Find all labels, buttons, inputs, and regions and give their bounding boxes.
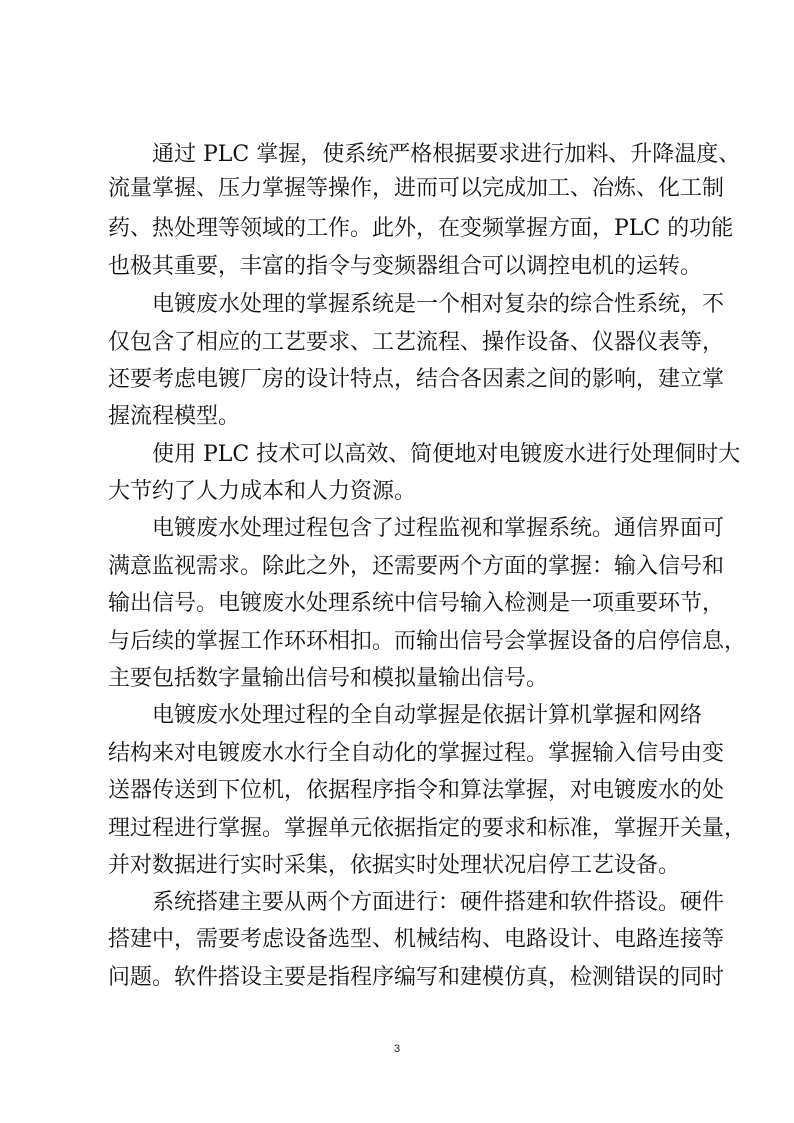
text-line: 握流程模型。 (108, 404, 241, 429)
text-line: 仅包含了相应的工艺要求、工艺流程、操作设备、仪器仪表等， (108, 330, 725, 355)
text-line: 也极其重要，丰富的指令与变频器组合可以调控电机的运转。 (108, 254, 703, 279)
text-line: 输出信号。电镀废水处理系统中信号输入检测是一项重要环节， (108, 591, 725, 616)
text-line: 药、热处理等领域的工作。此外，在变频掌握方面，PLC 的功能 (108, 216, 734, 241)
text-line: 满意监视需求。除此之外，还需要两个方面的掌握：输入信号和 (108, 554, 725, 579)
text-line: 送器传送到下位机，依据程序指令和算法掌握，对电镀废水的处 (108, 778, 725, 803)
text-line: 电镀废水处理过程包含了过程监视和掌握系统。通信界面可 (108, 516, 725, 541)
text-line: 并对数据进行实时采集，依据实时处理状况启停工艺设备。 (108, 853, 681, 878)
text-line: 通过 PLC 掌握，使系统严格根据要求进行加料、升降温度、 (108, 142, 741, 167)
text-line: 大节约了人力成本和人力资源。 (108, 479, 417, 504)
text-line: 使用 PLC 技术可以高效、简便地对电镀废水进行处理侗时大 (108, 442, 741, 467)
text-line: 理过程进行掌握。掌握单元依据指定的要求和标准，掌握开关量， (108, 816, 747, 841)
text-line: 电镀废水处理的掌握系统是一个相对复杂的综合性系统，不 (108, 292, 725, 317)
text-line: 系统搭建主要从两个方面进行：硬件搭建和软件搭设。硬件 (108, 890, 725, 915)
text-line: 结构来对电镀废水水行全自动化的掌握过程。掌握输入信号由变 (108, 741, 725, 766)
text-line: 还要考虑电镀厂房的设计特点，结合各因素之间的影响，建立掌 (108, 367, 725, 392)
page-number: 3 (393, 1043, 401, 1055)
text-line: 电镀废水处理过程的全自动掌握是依据计算机掌握和网络 (108, 703, 703, 728)
text-line: 问题。软件搭设主要是指程序编写和建模仿真，检测错误的同时 (108, 965, 725, 990)
text-line: 主要包括数字量输出信号和模拟量输出信号。 (108, 666, 549, 691)
text-line: 流量掌握、压力掌握等操作，进而可以完成加工、冶炼、化工制 (108, 176, 725, 201)
text-line: 搭建中，需要考虑设备选型、机械结构、电路设计、电路连接等 (108, 927, 725, 952)
text-line: 与后续的掌握工作环环相扣。而输出信号会掌握设备的启停信息， (108, 629, 747, 654)
